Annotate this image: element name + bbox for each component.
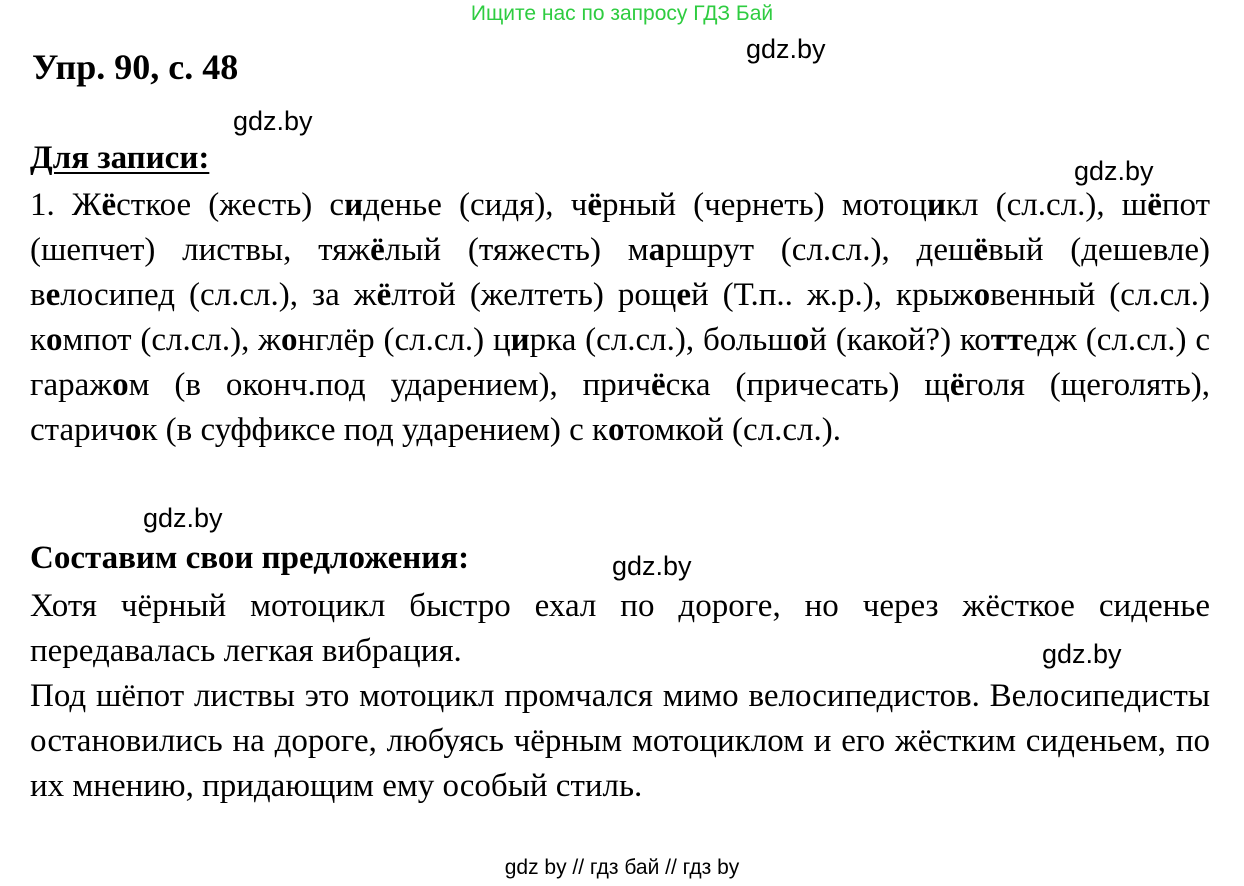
highlighted-letter: о — [973, 277, 991, 313]
highlighted-letter: а — [648, 232, 666, 268]
highlighted-letter: ё — [587, 187, 602, 223]
highlighted-letter: о — [792, 322, 810, 358]
watermark: gdz.by — [233, 106, 313, 136]
highlighted-letter: е — [676, 277, 691, 313]
watermark: gdz.by — [143, 503, 223, 533]
highlighted-letter: о — [112, 367, 129, 403]
highlighted-letter: ё — [949, 367, 965, 403]
watermark: gdz.by — [1042, 639, 1122, 669]
highlighted-letter: ё — [1147, 187, 1162, 223]
exercise-title: Упр. 90, с. 48 — [32, 47, 239, 87]
section-heading-record: Для записи: — [30, 140, 210, 176]
watermark: gdz.by — [746, 34, 826, 64]
word-list-paragraph: 1. Жёсткое (жесть) сиденье (сидя), чёрный (чернеть) мотоцикл (сл.сл.), шёпот (шепчет) листвы, тяжёлый (тяжесть) маршрут (сл.сл.), дешёвый (дешевле) велосипед (сл.сл.), за жёлтой (желтеть) рощей (Т.п.. ж.р.), крыжовенный (сл.сл.) компот (сл.сл.), жонглёр (сл.сл.) цирка (сл.сл.), большой (какой?) коттедж (сл.сл.) с гаражом (в оконч.под ударением), причёска (причесать) щёголя (щеголять), старичок (в суффиксе под ударением) с котомкой (сл.сл.). — [30, 187, 1210, 448]
highlighted-letter: о — [608, 412, 625, 448]
highlighted-letter: е — [45, 277, 61, 313]
sentence-paragraph-2: Под шёпот листвы это мотоцикл промчался мимо велосипедистов. Велосипедисты остановились на дороге, любуясь чёрным мотоциклом и его жёстким сиденьем, по их мнению, придающим ему особый стиль. — [30, 678, 1210, 804]
highlighted-letter: о — [46, 322, 63, 358]
top-banner: Ищите нас по запросу ГДЗ Бай — [470, 2, 774, 25]
highlighted-letter: ё — [973, 232, 989, 268]
highlighted-letter: и — [344, 187, 364, 223]
highlighted-letter: ё — [651, 367, 666, 403]
highlighted-letter: о — [124, 412, 142, 448]
watermark: gdz.by — [1074, 156, 1154, 186]
highlighted-letter: тт — [990, 322, 1024, 358]
watermark: gdz.by — [612, 551, 692, 581]
highlighted-letter: и — [926, 187, 946, 223]
highlighted-letter: и — [510, 322, 530, 358]
footer-links: gdz by // гдз бай // гдз by — [504, 856, 740, 879]
highlighted-letter: ё — [376, 277, 392, 313]
highlighted-letter: ё — [101, 187, 117, 223]
highlighted-letter: о — [281, 322, 298, 358]
sentence-paragraph-1: Хотя чёрный мотоцикл быстро ехал по дороге, но через жёсткое сиденье передавалась легкая вибрация. — [30, 588, 1210, 669]
section-heading-sentences: Составим свои предложения: — [30, 540, 470, 576]
highlighted-letter: ё — [370, 232, 385, 268]
